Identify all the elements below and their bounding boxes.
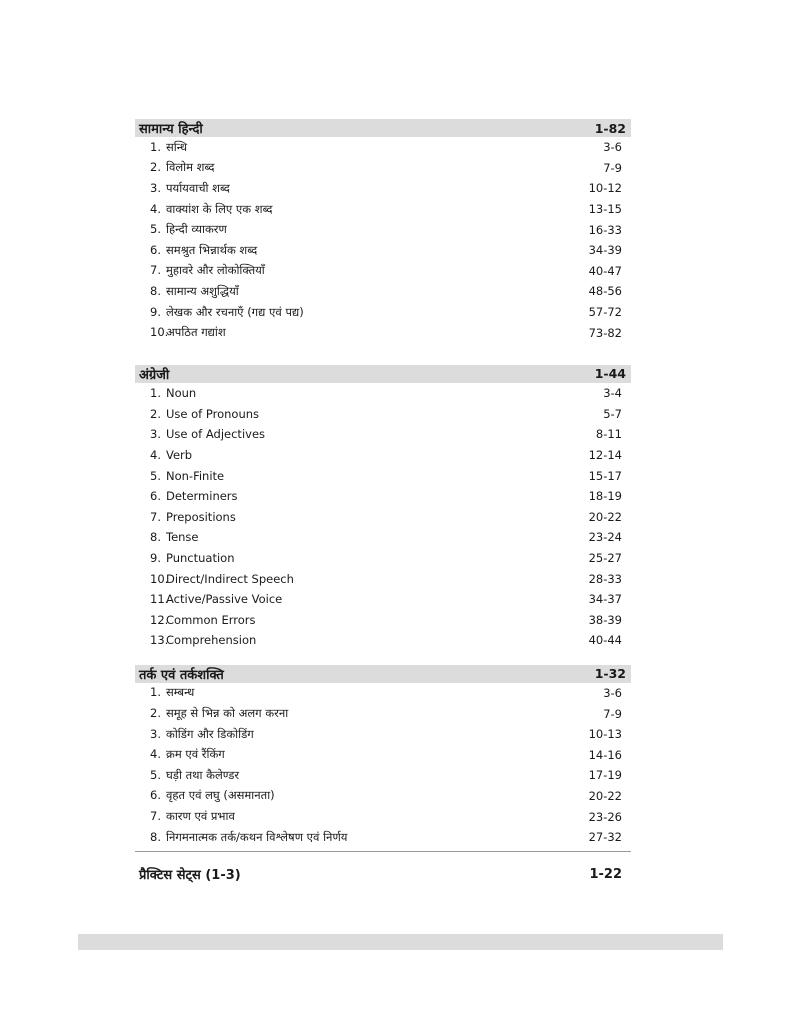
- item-number: 10.: [150, 325, 169, 340]
- item-number: 2.: [150, 160, 161, 175]
- item-pages: 7-9: [603, 160, 622, 175]
- item-pages: 17-19: [588, 768, 622, 783]
- toc-item: [135, 137, 631, 158]
- toc-item: [135, 178, 631, 199]
- item-pages: 38-39: [588, 612, 622, 627]
- item-pages: 13-15: [588, 202, 622, 217]
- toc-item: [135, 568, 631, 589]
- item-pages: 18-19: [588, 489, 622, 504]
- toc-item: [135, 806, 631, 827]
- item-pages: 3-6: [603, 140, 622, 155]
- section-header: [135, 119, 631, 137]
- item-pages: 7-9: [603, 706, 622, 721]
- item-number: 6.: [150, 788, 161, 803]
- item-number: 2.: [150, 706, 161, 721]
- section-english: [135, 365, 631, 651]
- toc-item: [135, 199, 631, 220]
- item-label: Determiners: [166, 489, 238, 504]
- toc-item: [135, 765, 631, 786]
- item-number: 12.: [150, 612, 169, 627]
- section-pages: 1-82: [594, 120, 626, 136]
- item-number: 8.: [150, 829, 161, 844]
- toc-item: [135, 445, 631, 466]
- practice-pages: 1-22: [589, 866, 622, 882]
- item-pages: 23-26: [588, 809, 622, 824]
- item-pages: 16-33: [588, 222, 622, 237]
- item-pages: 10-12: [588, 181, 622, 196]
- toc-item: [135, 261, 631, 282]
- item-label: Non-Finite: [166, 468, 225, 483]
- item-number: 1.: [150, 386, 161, 401]
- item-pages: 28-33: [588, 571, 622, 586]
- item-label: वृहत एवं लघु (असमानता): [166, 788, 275, 803]
- item-pages: 5-7: [603, 406, 622, 421]
- item-pages: 57-72: [588, 305, 622, 320]
- toc-item: [135, 219, 631, 240]
- item-pages: 3-4: [603, 386, 622, 401]
- item-label: Use of Adjectives: [166, 427, 266, 442]
- item-number: 6.: [150, 489, 161, 504]
- toc-item: [135, 486, 631, 507]
- toc-item: [135, 404, 631, 425]
- item-label: सन्धि: [166, 139, 188, 154]
- toc-item: [135, 507, 631, 528]
- item-number: 1.: [150, 139, 161, 154]
- item-number: 1.: [150, 685, 161, 700]
- item-number: 9.: [150, 304, 161, 319]
- toc-item: [135, 240, 631, 261]
- item-label: लेखक और रचनाएँ (गद्य एवं पद्य): [166, 304, 304, 319]
- item-label: Verb: [166, 448, 193, 463]
- practice-title: प्रैक्टिस सेट्स (1-3): [139, 868, 241, 884]
- item-number: 7.: [150, 809, 161, 824]
- item-label: कारण एवं प्रभाव: [166, 809, 235, 824]
- item-pages: 40-47: [588, 263, 622, 278]
- item-label: Punctuation: [166, 550, 235, 565]
- item-number: 8.: [150, 530, 161, 545]
- item-number: 4.: [150, 448, 161, 463]
- item-number: 5.: [150, 767, 161, 782]
- item-pages: 73-82: [588, 325, 622, 340]
- section-header: [135, 365, 631, 383]
- toc-item: [135, 589, 631, 610]
- item-number: 5.: [150, 222, 161, 237]
- toc-item: [135, 703, 631, 724]
- item-label: Prepositions: [166, 509, 236, 524]
- toc-item: [135, 609, 631, 630]
- item-number: 11.: [150, 592, 169, 607]
- item-number: 3.: [150, 427, 161, 442]
- footer-bar: [78, 934, 723, 950]
- item-label: विलोम शब्द: [166, 160, 215, 175]
- section-pages: 1-44: [594, 366, 626, 382]
- item-pages: 40-44: [588, 633, 622, 648]
- toc-item: [135, 322, 631, 343]
- toc-item: [135, 630, 631, 651]
- item-pages: 34-37: [588, 592, 622, 607]
- item-pages: 3-6: [603, 685, 622, 700]
- section-pages: 1-32: [594, 666, 626, 682]
- item-label: घड़ी तथा कैलेण्डर: [166, 767, 240, 782]
- item-number: 7.: [150, 263, 161, 278]
- item-number: 6.: [150, 242, 161, 257]
- table-of-contents: [135, 119, 631, 884]
- item-pages: 27-32: [588, 830, 622, 845]
- item-number: 10.: [150, 571, 169, 586]
- item-pages: 10-13: [588, 727, 622, 742]
- item-label: Direct/Indirect Speech: [166, 571, 294, 586]
- item-label: पर्यायवाची शब्द: [166, 180, 230, 195]
- item-label: समूह से भिन्न को अलग करना: [166, 706, 289, 721]
- item-label: Common Errors: [166, 612, 256, 627]
- item-label: हिन्दी व्याकरण: [166, 222, 227, 237]
- item-pages: 8-11: [595, 427, 622, 442]
- item-number: 9.: [150, 550, 161, 565]
- item-number: 13.: [150, 633, 169, 648]
- item-label: अपठित गद्यांश: [166, 325, 226, 340]
- item-pages: 15-17: [588, 468, 622, 483]
- item-pages: 34-39: [588, 243, 622, 258]
- toc-item: [135, 744, 631, 765]
- item-pages: 20-22: [588, 788, 622, 803]
- toc-item: [135, 683, 631, 704]
- item-pages: 48-56: [588, 284, 622, 299]
- toc-item: [135, 383, 631, 404]
- item-number: 3.: [150, 180, 161, 195]
- item-label: वाक्यांश के लिए एक शब्द: [166, 201, 273, 216]
- toc-item: [135, 527, 631, 548]
- item-label: Noun: [166, 386, 197, 401]
- item-pages: 12-14: [588, 448, 622, 463]
- practice-sets-row: [135, 864, 631, 884]
- toc-item: [135, 465, 631, 486]
- section-header: [135, 665, 631, 683]
- item-label: सामान्य अशुद्धियाँ: [166, 283, 239, 298]
- item-label: कोडिंग और डिकोडिंग: [166, 726, 254, 741]
- divider: [135, 851, 631, 852]
- toc-item: [135, 424, 631, 445]
- toc-item: [135, 158, 631, 179]
- item-label: सम्बन्ध: [166, 685, 195, 700]
- section-title: अंग्रेजी: [139, 367, 170, 383]
- item-number: 4.: [150, 201, 161, 216]
- item-number: 4.: [150, 747, 161, 762]
- item-number: 7.: [150, 509, 161, 524]
- section-title: तर्क एवं तर्कशक्ति: [139, 667, 224, 683]
- item-label: Tense: [166, 530, 199, 545]
- item-label: Active/Passive Voice: [166, 592, 283, 607]
- item-number: 8.: [150, 283, 161, 298]
- item-number: 3.: [150, 726, 161, 741]
- item-label: मुहावरे और लोकोक्तियाँ: [166, 263, 265, 278]
- item-pages: 20-22: [588, 509, 622, 524]
- item-pages: 23-24: [588, 530, 622, 545]
- item-label: क्रम एवं रैंकिंग: [166, 747, 225, 762]
- item-label: Use of Pronouns: [166, 406, 260, 421]
- item-number: 2.: [150, 406, 161, 421]
- toc-item: [135, 302, 631, 323]
- item-label: Comprehension: [166, 633, 257, 648]
- section-title: सामान्य हिन्दी: [139, 122, 203, 137]
- item-number: 5.: [150, 468, 161, 483]
- section-hindi: [135, 119, 631, 343]
- toc-item: [135, 281, 631, 302]
- item-label: निगमनात्मक तर्क/कथन विश्लेषण एवं निर्णय: [166, 829, 348, 844]
- item-pages: 25-27: [588, 550, 622, 565]
- toc-item: [135, 827, 631, 848]
- toc-item: [135, 786, 631, 807]
- section-reasoning: [135, 665, 631, 853]
- item-pages: 14-16: [588, 747, 622, 762]
- item-label: समश्रुत भिन्नार्थक शब्द: [166, 242, 258, 257]
- toc-item: [135, 548, 631, 569]
- toc-item: [135, 724, 631, 745]
